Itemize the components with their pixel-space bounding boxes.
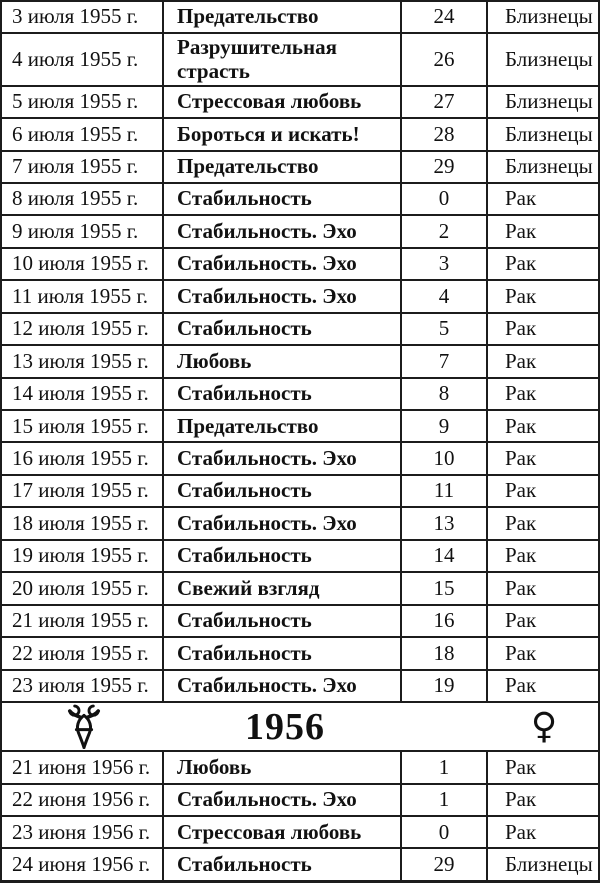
date-cell: 6 июля 1955 г. — [2, 119, 164, 149]
value-cell: 26 — [402, 34, 488, 84]
value-cell: 16 — [402, 606, 488, 636]
zodiac-cell: Рак — [505, 510, 537, 535]
value-cell: 29 — [402, 849, 488, 879]
table-row — [2, 671, 598, 703]
table-row — [2, 508, 598, 540]
table-row — [2, 379, 598, 411]
date-cell: 3 июля 1955 г. — [2, 2, 164, 32]
zodiac-cell: Рак — [505, 218, 537, 243]
keyword-cell: Предательство — [164, 2, 402, 32]
date-cell: 18 июля 1955 г. — [2, 508, 164, 538]
keyword-cell: Стрессовая любовь — [164, 817, 402, 847]
zodiac-cell: Рак — [505, 575, 537, 600]
table-row — [2, 119, 598, 151]
zodiac-cell: Рак — [505, 754, 537, 779]
value-cell: 2 — [402, 216, 488, 246]
date-cell: 19 июля 1955 г. — [2, 541, 164, 571]
keyword-cell: Стабильность. Эхо — [164, 508, 402, 538]
keyword-cell: Стабильность. Эхо — [164, 281, 402, 311]
zodiac-cell: Рак — [505, 787, 537, 812]
value-cell: 8 — [402, 379, 488, 409]
table-row — [2, 785, 598, 817]
zodiac-cell: Рак — [505, 478, 537, 503]
value-cell: 10 — [402, 443, 488, 473]
table-row — [2, 752, 598, 784]
date-cell: 24 июня 1956 г. — [2, 849, 164, 879]
table-row — [2, 281, 598, 313]
date-cell: 14 июля 1955 г. — [2, 379, 164, 409]
date-cell: 15 июля 1955 г. — [2, 411, 164, 441]
zodiac-cell: Близнецы — [505, 154, 593, 178]
zodiac-cell: Близнецы — [505, 4, 593, 29]
zodiac-cell: Рак — [505, 348, 537, 373]
keyword-cell: Стабильность. Эхо — [164, 443, 402, 473]
zodiac-cell: Близнецы — [505, 46, 593, 71]
keyword-cell: Стабильность — [164, 379, 402, 409]
venus-icon — [490, 703, 598, 750]
table-row — [2, 443, 598, 475]
zodiac-cell: Рак — [505, 543, 537, 568]
value-cell: 1 — [402, 785, 488, 815]
date-cell: 4 июля 1955 г. — [2, 34, 164, 84]
keyword-cell: Стабильность — [164, 541, 402, 571]
keyword-cell: Стабильность — [164, 606, 402, 636]
table-row — [2, 476, 598, 508]
value-cell: 18 — [402, 638, 488, 668]
zodiac-cell: Близнецы — [505, 851, 593, 876]
zodiac-cell: Рак — [505, 819, 537, 844]
date-cell: 22 июня 1956 г. — [2, 785, 164, 815]
value-cell: 5 — [402, 314, 488, 344]
value-cell: 7 — [402, 346, 488, 376]
table-row — [2, 638, 598, 670]
date-cell: 23 июля 1955 г. — [2, 671, 164, 701]
table-row — [2, 152, 598, 184]
table-row — [2, 34, 598, 86]
date-cell: 5 июля 1955 г. — [2, 87, 164, 117]
date-cell: 7 июля 1955 г. — [2, 152, 164, 182]
value-cell: 13 — [402, 508, 488, 538]
zodiac-cell: Рак — [505, 608, 537, 633]
keyword-cell: Стрессовая любовь — [164, 87, 402, 117]
keyword-cell: Предательство — [164, 411, 402, 441]
zodiac-cell: Рак — [505, 381, 537, 406]
year-divider-row — [2, 703, 598, 752]
keyword-cell: Стабильность — [164, 184, 402, 214]
value-cell: 9 — [402, 411, 488, 441]
zodiac-cell: Рак — [505, 640, 537, 665]
table-row — [2, 249, 598, 281]
value-cell: 24 — [402, 2, 488, 32]
table-row — [2, 541, 598, 573]
keyword-cell: Бороться и искать! — [164, 119, 402, 149]
date-cell: 21 июля 1955 г. — [2, 606, 164, 636]
date-cell: 21 июня 1956 г. — [2, 752, 164, 782]
value-cell: 4 — [402, 281, 488, 311]
value-cell: 19 — [402, 671, 488, 701]
value-cell: 0 — [402, 184, 488, 214]
date-cell: 16 июля 1955 г. — [2, 443, 164, 473]
table-row — [2, 184, 598, 216]
zodiac-cell: Рак — [505, 186, 537, 211]
date-cell: 17 июля 1955 г. — [2, 476, 164, 506]
table-row — [2, 2, 598, 34]
table-row — [2, 216, 598, 248]
value-cell: 0 — [402, 817, 488, 847]
table-row — [2, 817, 598, 849]
date-cell: 10 июля 1955 г. — [2, 249, 164, 279]
venus-symbol: ♀ — [530, 705, 558, 747]
keyword-cell: Стабильность. Эхо — [164, 249, 402, 279]
table-row — [2, 573, 598, 605]
keyword-cell: Свежий взгляд — [164, 573, 402, 603]
zodiac-cell: Близнецы — [505, 89, 593, 114]
value-cell: 28 — [402, 119, 488, 149]
date-cell: 8 июля 1955 г. — [2, 184, 164, 214]
keyword-cell: Стабильность. Эхо — [164, 216, 402, 246]
table-row — [2, 346, 598, 378]
date-cell: 12 июля 1955 г. — [2, 314, 164, 344]
table-row — [2, 606, 598, 638]
zodiac-cell: Рак — [505, 413, 537, 438]
keyword-cell: Предательство — [164, 152, 402, 182]
table-row — [2, 314, 598, 346]
zodiac-cell: Рак — [505, 251, 537, 276]
keyword-cell: Стабильность. Эхо — [164, 671, 402, 701]
keyword-cell: Любовь — [164, 752, 402, 782]
date-cell: 13 июля 1955 г. — [2, 346, 164, 376]
keyword-cell: Разрушительная страсть — [164, 34, 402, 84]
zodiac-cell: Близнецы — [505, 121, 593, 146]
table-row — [2, 411, 598, 443]
value-cell: 1 — [402, 752, 488, 782]
divider-spacer — [404, 703, 490, 750]
date-cell: 20 июля 1955 г. — [2, 573, 164, 603]
zodiac-cell: Рак — [505, 673, 537, 697]
table-row — [2, 849, 598, 879]
value-cell: 29 — [402, 152, 488, 182]
keyword-cell: Любовь — [164, 346, 402, 376]
date-cell: 23 июня 1956 г. — [2, 817, 164, 847]
keyword-cell: Стабильность. Эхо — [164, 785, 402, 815]
table-row — [2, 87, 598, 119]
date-cell: 22 июля 1955 г. — [2, 638, 164, 668]
value-cell: 27 — [402, 87, 488, 117]
value-cell: 15 — [402, 573, 488, 603]
zodiac-cell: Рак — [505, 445, 537, 470]
date-cell: 9 июля 1955 г. — [2, 216, 164, 246]
keyword-cell: Стабильность — [164, 638, 402, 668]
year-label: 1956 — [245, 705, 325, 748]
date-cell: 11 июля 1955 г. — [2, 281, 164, 311]
cancer-crab-icon — [2, 703, 166, 750]
keyword-cell: Стабильность — [164, 849, 402, 879]
zodiac-cell: Рак — [505, 316, 537, 341]
zodiac-cell: Рак — [505, 283, 537, 308]
value-cell: 11 — [402, 476, 488, 506]
keyword-cell: Стабильность — [164, 476, 402, 506]
value-cell: 14 — [402, 541, 488, 571]
value-cell: 3 — [402, 249, 488, 279]
keyword-cell: Стабильность — [164, 314, 402, 344]
